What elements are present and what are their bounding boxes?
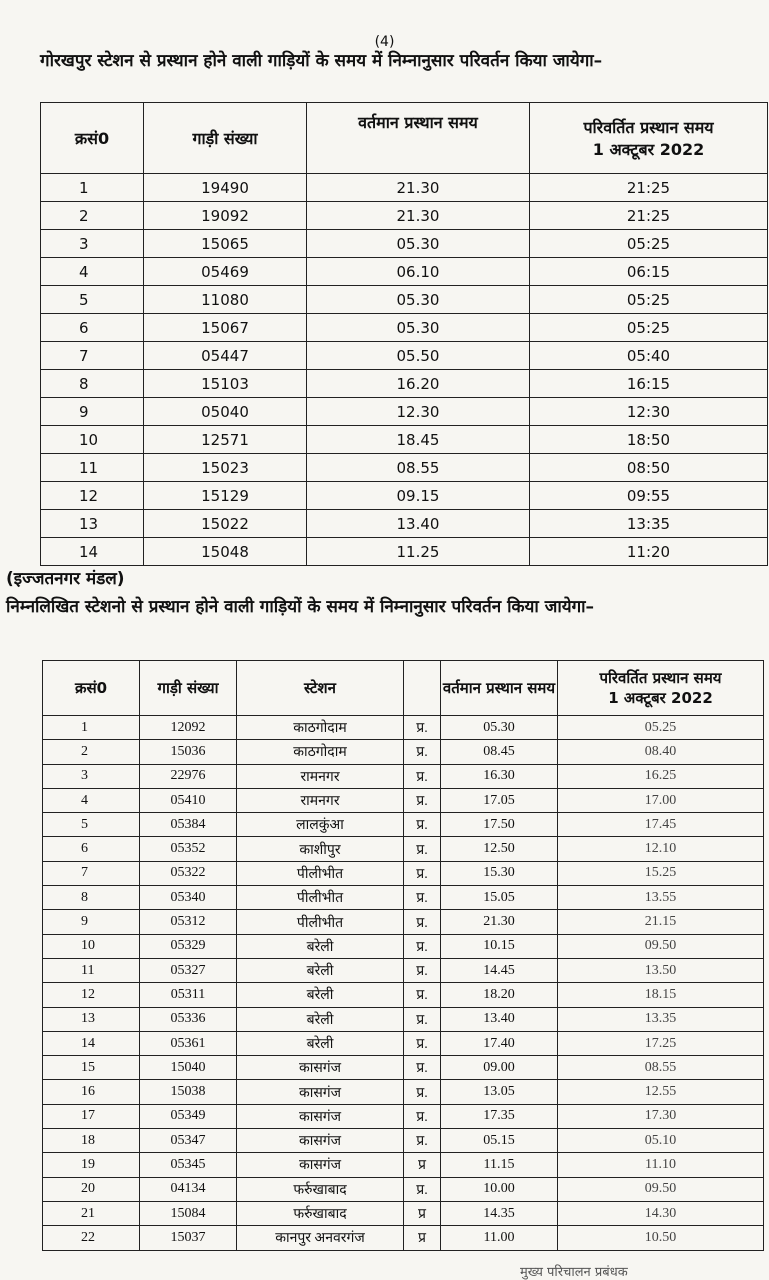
cell-sno: 3 (41, 230, 144, 258)
cell-train-number: 04134 (140, 1177, 237, 1201)
table-row (43, 1129, 764, 1153)
cell-type: प्र. (404, 958, 441, 982)
cell-revised-time: 12.55 (558, 1080, 764, 1104)
cell-revised-time: 13.50 (558, 958, 764, 982)
cell-current-time: 06.10 (307, 258, 530, 286)
table-row (43, 983, 764, 1007)
cell-revised-time: 12:30 (530, 398, 768, 426)
cell-revised-time: 11.10 (558, 1153, 764, 1177)
division-heading: (इज्जतनगर मंडल) (6, 569, 125, 589)
cell-sno: 12 (41, 482, 144, 510)
cell-station: कासगंज (237, 1104, 404, 1128)
cell-sno: 14 (41, 538, 144, 566)
cell-current-time: 16.20 (307, 370, 530, 398)
cell-train-number: 05469 (144, 258, 307, 286)
cell-current-time: 05.30 (441, 716, 558, 740)
cell-station: रामनगर (237, 764, 404, 788)
cell-sno: 19 (43, 1153, 140, 1177)
cell-sno: 2 (43, 740, 140, 764)
cell-train-number: 15037 (140, 1226, 237, 1250)
table-row (41, 174, 768, 202)
cell-type: प्र. (404, 886, 441, 910)
cell-current-time: 09.00 (441, 1056, 558, 1080)
cell-train-number: 15023 (144, 454, 307, 482)
table-row (43, 837, 764, 861)
header-revised-label: परिवर्तित प्रस्थान समय (599, 669, 722, 687)
cell-current-time: 17.05 (441, 788, 558, 812)
cell-train-number: 05322 (140, 861, 237, 885)
header-train-number: गाड़ी संख्या (144, 103, 307, 174)
table-row (41, 398, 768, 426)
cell-type: प्र. (404, 764, 441, 788)
cell-current-time: 09.15 (307, 482, 530, 510)
cell-train-number: 05329 (140, 934, 237, 958)
cell-sno: 4 (43, 788, 140, 812)
table1-body (41, 174, 768, 566)
cell-station: कानपुर अनवरगंज (237, 1226, 404, 1250)
cell-current-time: 18.45 (307, 426, 530, 454)
cell-train-number: 15048 (144, 538, 307, 566)
cell-train-number: 05361 (140, 1031, 237, 1055)
cell-type: प्र. (404, 1056, 441, 1080)
cell-train-number: 22976 (140, 764, 237, 788)
cell-revised-time: 08.55 (558, 1056, 764, 1080)
cell-sno: 21 (43, 1201, 140, 1225)
cell-revised-time: 18:50 (530, 426, 768, 454)
cell-sno: 13 (41, 510, 144, 538)
cell-sno: 8 (41, 370, 144, 398)
cell-station: बरेली (237, 983, 404, 1007)
cell-revised-time: 05.25 (558, 716, 764, 740)
cell-type: प्र (404, 1201, 441, 1225)
cell-type: प्र. (404, 1080, 441, 1104)
cell-sno: 1 (41, 174, 144, 202)
cell-train-number: 05040 (144, 398, 307, 426)
cell-train-number: 12092 (140, 716, 237, 740)
header-revised-date: 1 अक्टूबर 2022 (608, 689, 713, 707)
table-row (41, 510, 768, 538)
cell-sno: 2 (41, 202, 144, 230)
cell-current-time: 17.35 (441, 1104, 558, 1128)
table-row (43, 764, 764, 788)
table2-body (43, 716, 764, 1251)
cell-train-number: 11080 (144, 286, 307, 314)
cell-sno: 15 (43, 1056, 140, 1080)
cell-train-number: 19092 (144, 202, 307, 230)
cell-revised-time: 21:25 (530, 174, 768, 202)
cell-revised-time: 21.15 (558, 910, 764, 934)
cell-type: प्र. (404, 1177, 441, 1201)
cell-current-time: 08.45 (441, 740, 558, 764)
cell-sno: 5 (43, 813, 140, 837)
cell-current-time: 15.05 (441, 886, 558, 910)
cell-revised-time: 15.25 (558, 861, 764, 885)
cell-station: बरेली (237, 958, 404, 982)
cell-current-time: 21.30 (307, 174, 530, 202)
table-row (43, 1031, 764, 1055)
cell-station: कासगंज (237, 1056, 404, 1080)
cell-current-time: 08.55 (307, 454, 530, 482)
cell-current-time: 11.25 (307, 538, 530, 566)
cell-station: काठगोदाम (237, 716, 404, 740)
cell-sno: 6 (43, 837, 140, 861)
table-row (43, 1226, 764, 1250)
cell-train-number: 05384 (140, 813, 237, 837)
cell-sno: 9 (43, 910, 140, 934)
cell-sno: 7 (41, 342, 144, 370)
cell-revised-time: 08:50 (530, 454, 768, 482)
cell-type: प्र. (404, 861, 441, 885)
cell-sno: 16 (43, 1080, 140, 1104)
cell-type: प्र. (404, 1031, 441, 1055)
cell-current-time: 14.45 (441, 958, 558, 982)
cell-revised-time: 12.10 (558, 837, 764, 861)
cell-sno: 7 (43, 861, 140, 885)
cell-sno: 1 (43, 716, 140, 740)
cell-type: प्र. (404, 813, 441, 837)
cell-train-number: 15036 (140, 740, 237, 764)
cell-type: प्र. (404, 934, 441, 958)
cell-sno: 13 (43, 1007, 140, 1031)
table-row (41, 230, 768, 258)
cell-current-time: 12.30 (307, 398, 530, 426)
cell-type: प्र. (404, 1129, 441, 1153)
cell-revised-time: 09.50 (558, 934, 764, 958)
cell-train-number: 15038 (140, 1080, 237, 1104)
table-row (43, 1177, 764, 1201)
cell-current-time: 18.20 (441, 983, 558, 1007)
cell-station: बरेली (237, 934, 404, 958)
cell-train-number: 15067 (144, 314, 307, 342)
table-row (41, 286, 768, 314)
cell-type: प्र. (404, 788, 441, 812)
header-sno: क्रसं0 (43, 661, 140, 716)
cell-current-time: 13.05 (441, 1080, 558, 1104)
cell-current-time: 16.30 (441, 764, 558, 788)
cell-current-time: 15.30 (441, 861, 558, 885)
cell-revised-time: 09.50 (558, 1177, 764, 1201)
cell-current-time: 21.30 (307, 202, 530, 230)
cell-revised-time: 13.35 (558, 1007, 764, 1031)
table-row (43, 958, 764, 982)
cell-station: फर्रुखाबाद (237, 1201, 404, 1225)
header-current-departure: वर्तमान प्रस्थान समय (307, 103, 530, 174)
cell-revised-time: 14.30 (558, 1201, 764, 1225)
header-station: स्टेशन (237, 661, 404, 716)
cell-current-time: 05.50 (307, 342, 530, 370)
cell-current-time: 11.00 (441, 1226, 558, 1250)
cell-current-time: 05.15 (441, 1129, 558, 1153)
header-type (404, 661, 441, 716)
cell-current-time: 17.40 (441, 1031, 558, 1055)
cell-revised-time: 05:40 (530, 342, 768, 370)
table-row (43, 740, 764, 764)
cell-train-number: 05345 (140, 1153, 237, 1177)
cell-train-number: 15022 (144, 510, 307, 538)
cell-current-time: 14.35 (441, 1201, 558, 1225)
table-row (43, 934, 764, 958)
table-row (41, 342, 768, 370)
cell-revised-time: 18.15 (558, 983, 764, 1007)
cell-current-time: 12.50 (441, 837, 558, 861)
cell-revised-time: 17.00 (558, 788, 764, 812)
gorakhpur-timing-table (40, 102, 768, 566)
header-revised-date: 1 अक्टूबर 2022 (592, 140, 705, 159)
header-current-departure: वर्तमान प्रस्थान समय (441, 661, 558, 716)
cell-train-number: 05410 (140, 788, 237, 812)
cell-current-time: 05.30 (307, 230, 530, 258)
table-row (43, 1201, 764, 1225)
cell-type: प्र. (404, 1104, 441, 1128)
cell-revised-time: 09:55 (530, 482, 768, 510)
table-row (41, 538, 768, 566)
cell-sno: 17 (43, 1104, 140, 1128)
cell-type: प्र. (404, 740, 441, 764)
cell-type: प्र. (404, 910, 441, 934)
cell-revised-time: 06:15 (530, 258, 768, 286)
section1-intro: गोरखपुर स्टेशन से प्रस्थान होने वाली गाड़ियों के समय में निम्नानुसार परिवर्तन किया जायेगा– (40, 51, 603, 71)
cell-revised-time: 13.55 (558, 886, 764, 910)
cell-station: बरेली (237, 1007, 404, 1031)
cell-station: लालकुंआ (237, 813, 404, 837)
cell-type: प्र. (404, 1007, 441, 1031)
cell-station: फर्रुखाबाद (237, 1177, 404, 1201)
table-row (43, 1007, 764, 1031)
cell-sno: 22 (43, 1226, 140, 1250)
table-row (43, 1104, 764, 1128)
cell-revised-time: 11:20 (530, 538, 768, 566)
table-row (43, 716, 764, 740)
cell-sno: 18 (43, 1129, 140, 1153)
cell-train-number: 15084 (140, 1201, 237, 1225)
cell-train-number: 05311 (140, 983, 237, 1007)
cell-station: पीलीभीत (237, 861, 404, 885)
cell-train-number: 12571 (144, 426, 307, 454)
cell-station: कासगंज (237, 1153, 404, 1177)
cell-current-time: 10.15 (441, 934, 558, 958)
table-row (43, 1153, 764, 1177)
cell-sno: 8 (43, 886, 140, 910)
cell-sno: 12 (43, 983, 140, 1007)
table-row (41, 314, 768, 342)
cell-sno: 3 (43, 764, 140, 788)
cell-station: कासगंज (237, 1129, 404, 1153)
table-row (41, 258, 768, 286)
cell-station: कासगंज (237, 1080, 404, 1104)
cell-revised-time: 10.50 (558, 1226, 764, 1250)
header-sno: क्रसं0 (41, 103, 144, 174)
cell-station: काशीपुर (237, 837, 404, 861)
table-row (41, 202, 768, 230)
cell-sno: 6 (41, 314, 144, 342)
cell-station: बरेली (237, 1031, 404, 1055)
cell-train-number: 05347 (140, 1129, 237, 1153)
cell-sno: 9 (41, 398, 144, 426)
cell-revised-time: 17.25 (558, 1031, 764, 1055)
cell-train-number: 05349 (140, 1104, 237, 1128)
table-row (43, 910, 764, 934)
table-row (43, 788, 764, 812)
table-row (41, 454, 768, 482)
cell-sno: 4 (41, 258, 144, 286)
cell-sno: 11 (43, 958, 140, 982)
cell-station: रामनगर (237, 788, 404, 812)
table-row (43, 1080, 764, 1104)
cell-revised-time: 16:15 (530, 370, 768, 398)
cell-type: प्र. (404, 716, 441, 740)
cell-current-time: 05.30 (307, 286, 530, 314)
cell-train-number: 05352 (140, 837, 237, 861)
cell-revised-time: 17.45 (558, 813, 764, 837)
cell-train-number: 05327 (140, 958, 237, 982)
cell-revised-time: 08.40 (558, 740, 764, 764)
cell-train-number: 15129 (144, 482, 307, 510)
header-revised-departure (530, 103, 768, 174)
cell-station: पीलीभीत (237, 910, 404, 934)
cell-sno: 14 (43, 1031, 140, 1055)
footer-signature: मुख्य परिचालन प्रबंधक (520, 1265, 628, 1280)
izzatnagar-timing-table (42, 660, 764, 1251)
cell-sno: 5 (41, 286, 144, 314)
cell-type: प्र (404, 1153, 441, 1177)
cell-revised-time: 05:25 (530, 230, 768, 258)
cell-revised-time: 05:25 (530, 286, 768, 314)
cell-revised-time: 16.25 (558, 764, 764, 788)
cell-station: काठगोदाम (237, 740, 404, 764)
cell-revised-time: 13:35 (530, 510, 768, 538)
table-row (41, 370, 768, 398)
cell-train-number: 15065 (144, 230, 307, 258)
section2-intro: निम्नलिखित स्टेशनो से प्रस्थान होने वाली गाड़ियों के समय में निम्नानुसार परिवर्तन किया जायेगा– (6, 597, 595, 617)
cell-current-time: 13.40 (307, 510, 530, 538)
cell-train-number: 05336 (140, 1007, 237, 1031)
cell-train-number: 19490 (144, 174, 307, 202)
cell-current-time: 05.30 (307, 314, 530, 342)
cell-current-time: 10.00 (441, 1177, 558, 1201)
cell-sno: 10 (41, 426, 144, 454)
table-row (43, 1056, 764, 1080)
cell-station: पीलीभीत (237, 886, 404, 910)
cell-train-number: 05340 (140, 886, 237, 910)
header-revised-label: परिवर्तित प्रस्थान समय (583, 118, 714, 137)
cell-train-number: 05447 (144, 342, 307, 370)
cell-current-time: 13.40 (441, 1007, 558, 1031)
cell-current-time: 21.30 (441, 910, 558, 934)
cell-train-number: 05312 (140, 910, 237, 934)
header-revised-departure (558, 661, 764, 716)
header-train-number: गाड़ी संख्या (140, 661, 237, 716)
cell-sno: 10 (43, 934, 140, 958)
table-row (41, 426, 768, 454)
cell-current-time: 17.50 (441, 813, 558, 837)
cell-type: प्र (404, 1226, 441, 1250)
table-row (43, 813, 764, 837)
cell-train-number: 15040 (140, 1056, 237, 1080)
cell-revised-time: 05.10 (558, 1129, 764, 1153)
table-row (43, 861, 764, 885)
cell-sno: 20 (43, 1177, 140, 1201)
cell-type: प्र. (404, 837, 441, 861)
cell-revised-time: 21:25 (530, 202, 768, 230)
table-row (43, 886, 764, 910)
cell-type: प्र. (404, 983, 441, 1007)
table-row (41, 482, 768, 510)
cell-current-time: 11.15 (441, 1153, 558, 1177)
cell-sno: 11 (41, 454, 144, 482)
page-number: (4) (374, 34, 395, 50)
cell-revised-time: 17.30 (558, 1104, 764, 1128)
cell-train-number: 15103 (144, 370, 307, 398)
cell-revised-time: 05:25 (530, 314, 768, 342)
